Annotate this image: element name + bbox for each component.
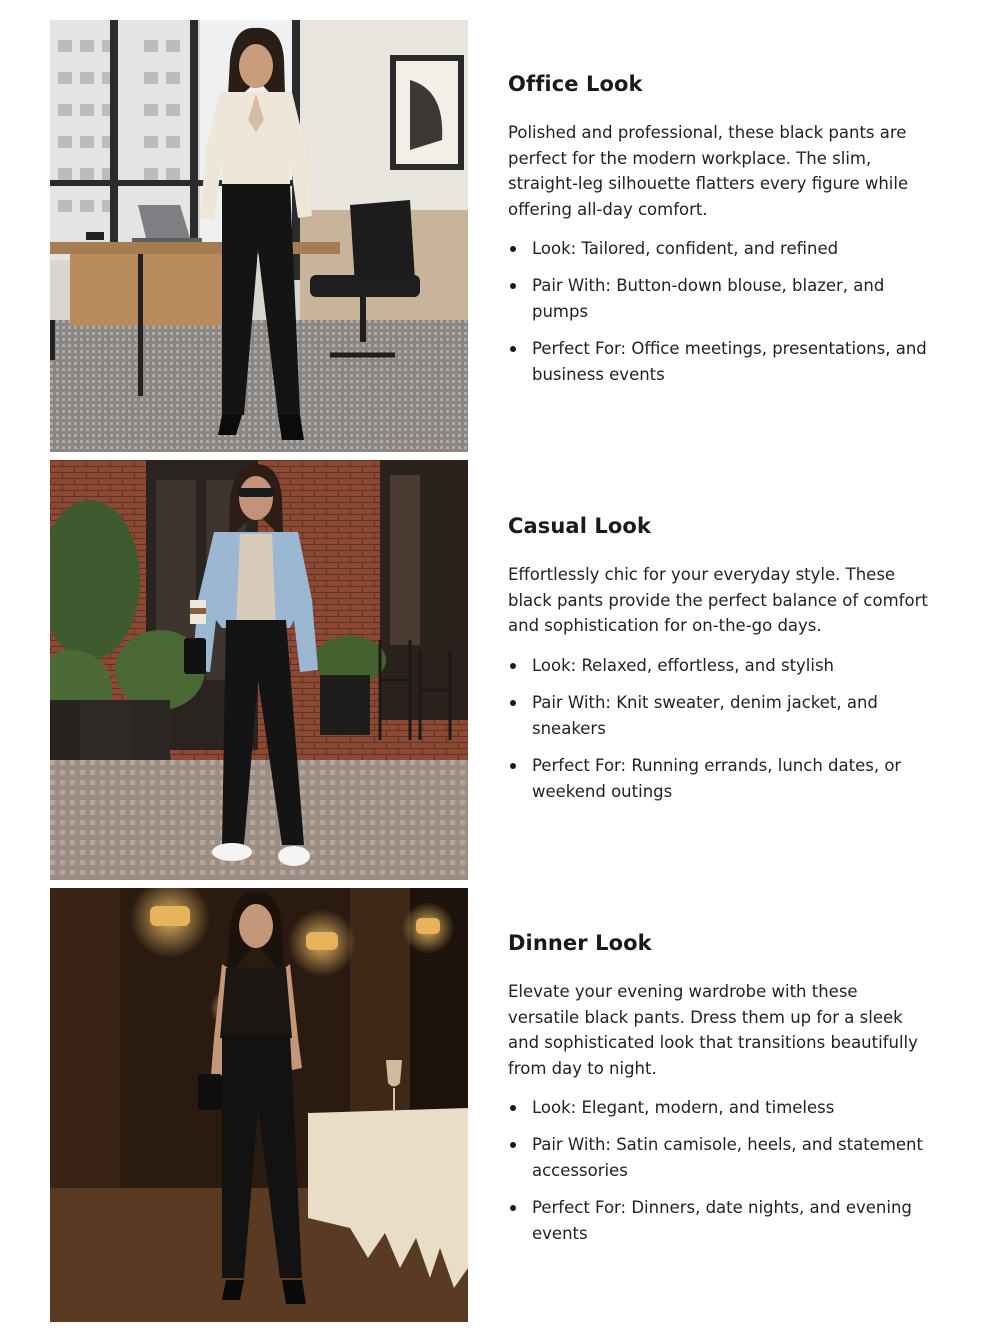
bullet-dot-icon <box>510 246 516 252</box>
dinner-look-bullet <box>508 1195 928 1247</box>
office-look-bullet <box>508 273 928 325</box>
dinner-look-bullet-text: Look: Elegant, modern, and timeless <box>532 1098 835 1118</box>
dinner-look-bullet <box>508 1132 928 1184</box>
casual-look-bullet-text: Look: Relaxed, effortless, and stylish <box>532 655 835 675</box>
bullet-dot-icon <box>510 763 516 769</box>
dinner-look-text <box>508 929 928 1258</box>
casual-look-photo <box>50 460 468 880</box>
dinner-look-description: Elevate your evening wardrobe with these versatile black pants. Dress them up for a sleek and sophisticated look that transitions beautifully from day to night. <box>508 982 918 1078</box>
office-look-title: Office Look <box>508 72 643 96</box>
casual-look-bullet-text: Pair With: Knit sweater, denim jacket, and sneakers <box>532 692 878 738</box>
office-look-bullet-text: Look: Tailored, confident, and refined <box>532 239 839 259</box>
bullet-dot-icon <box>510 663 516 669</box>
office-look-bullet-list <box>508 236 928 388</box>
dinner-look-bullet-text: Pair With: Satin camisole, heels, and statement accessories <box>532 1135 923 1181</box>
bullet-dot-icon <box>510 1205 516 1211</box>
dinner-look-bullet-list <box>508 1095 928 1247</box>
office-look-bullet <box>508 336 928 388</box>
casual-look-bullet-list <box>508 653 928 805</box>
office-look-bullet <box>508 236 928 262</box>
casual-look-bullet <box>508 690 928 742</box>
bullet-dot-icon <box>510 346 516 352</box>
dinner-look-bullet <box>508 1095 928 1121</box>
dinner-look-photo <box>50 888 468 1322</box>
office-look-bullet-text: Perfect For: Office meetings, presentations, and business events <box>532 339 927 385</box>
bullet-dot-icon <box>510 700 516 706</box>
office-look-photo <box>50 20 468 452</box>
office-look-description: Polished and professional, these black pants are perfect for the modern workplace. The slim, straight-leg silhouette flatters every figure while offering all-day comfort. <box>508 123 909 219</box>
bullet-dot-icon <box>510 1142 516 1148</box>
casual-look-text <box>508 512 928 816</box>
casual-look-description: Effortlessly chic for your everyday style. These black pants provide the perfect balance of comfort and sophistication for on-the-go days. <box>508 565 928 636</box>
office-look-text <box>508 70 928 399</box>
dinner-look-bullet-text: Perfect For: Dinners, date nights, and evening events <box>532 1198 912 1244</box>
dinner-look-title: Dinner Look <box>508 931 652 955</box>
bullet-dot-icon <box>510 1105 516 1111</box>
bullet-dot-icon <box>510 283 516 289</box>
office-look-bullet-text: Pair With: Button-down blouse, blazer, and pumps <box>532 276 885 322</box>
casual-look-title: Casual Look <box>508 514 652 538</box>
casual-look-bullet-text: Perfect For: Running errands, lunch dates, or weekend outings <box>532 755 902 801</box>
casual-look-bullet <box>508 653 928 679</box>
casual-look-bullet <box>508 753 928 805</box>
